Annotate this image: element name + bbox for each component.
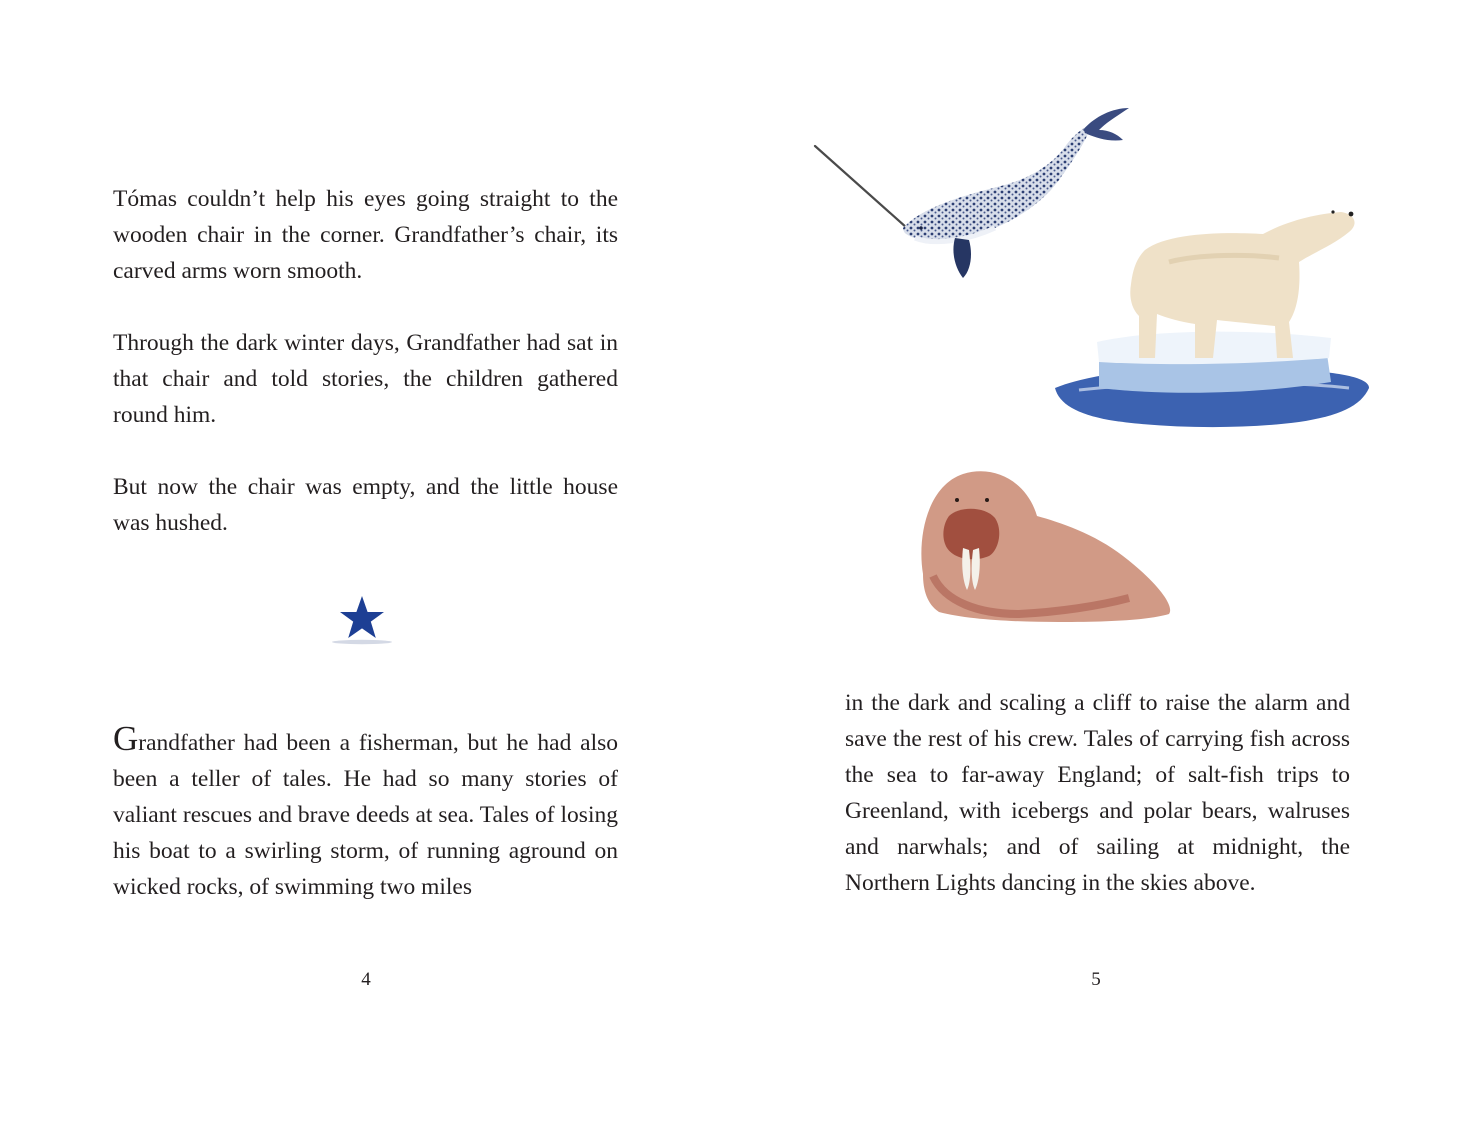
- paragraph-winter-stories: Through the dark winter days, Grandfather had sat in that chair and told stories, the children gathered round him.: [113, 330, 618, 428]
- paragraph-body: randfather had been a fisherman, but he had also been a teller of tales. He had so many stories of valiant rescues and brave deeds at sea. Tales of losing his boat to a swirling storm, of running aground on wicked rocks, of swimming two miles: [113, 730, 618, 900]
- paragraph-grandfather-fisherman: [113, 721, 618, 905]
- paragraph-tales-continued: in the dark and scaling a cliff to raise the alarm and save the rest of his crew. Tales of carrying fish across the sea to far-away England; of salt-fish trips to Greenland, with icebergs and polar bears, walruses and narwhals; and of sailing at midnight, the Northern Lights dancing in the skies above.: [845, 690, 1350, 896]
- drop-letter: G: [113, 719, 139, 758]
- paragraph-tomas-chair: Tómas couldn’t help his eyes going straight to the wooden chair in the corner. Grandfather’s chair, its carved arms worn smooth.: [113, 186, 618, 284]
- star-icon: [326, 592, 398, 648]
- page-number: 5: [1091, 969, 1101, 990]
- left-page: [0, 0, 731, 1123]
- walrus-illustration: [909, 456, 1209, 666]
- right-page: [731, 0, 1463, 1123]
- page-number: 4: [361, 969, 371, 990]
- paragraph-empty-chair: But now the chair was empty, and the little house was hushed.: [113, 474, 618, 536]
- polar-bear-illustration: [1049, 192, 1425, 448]
